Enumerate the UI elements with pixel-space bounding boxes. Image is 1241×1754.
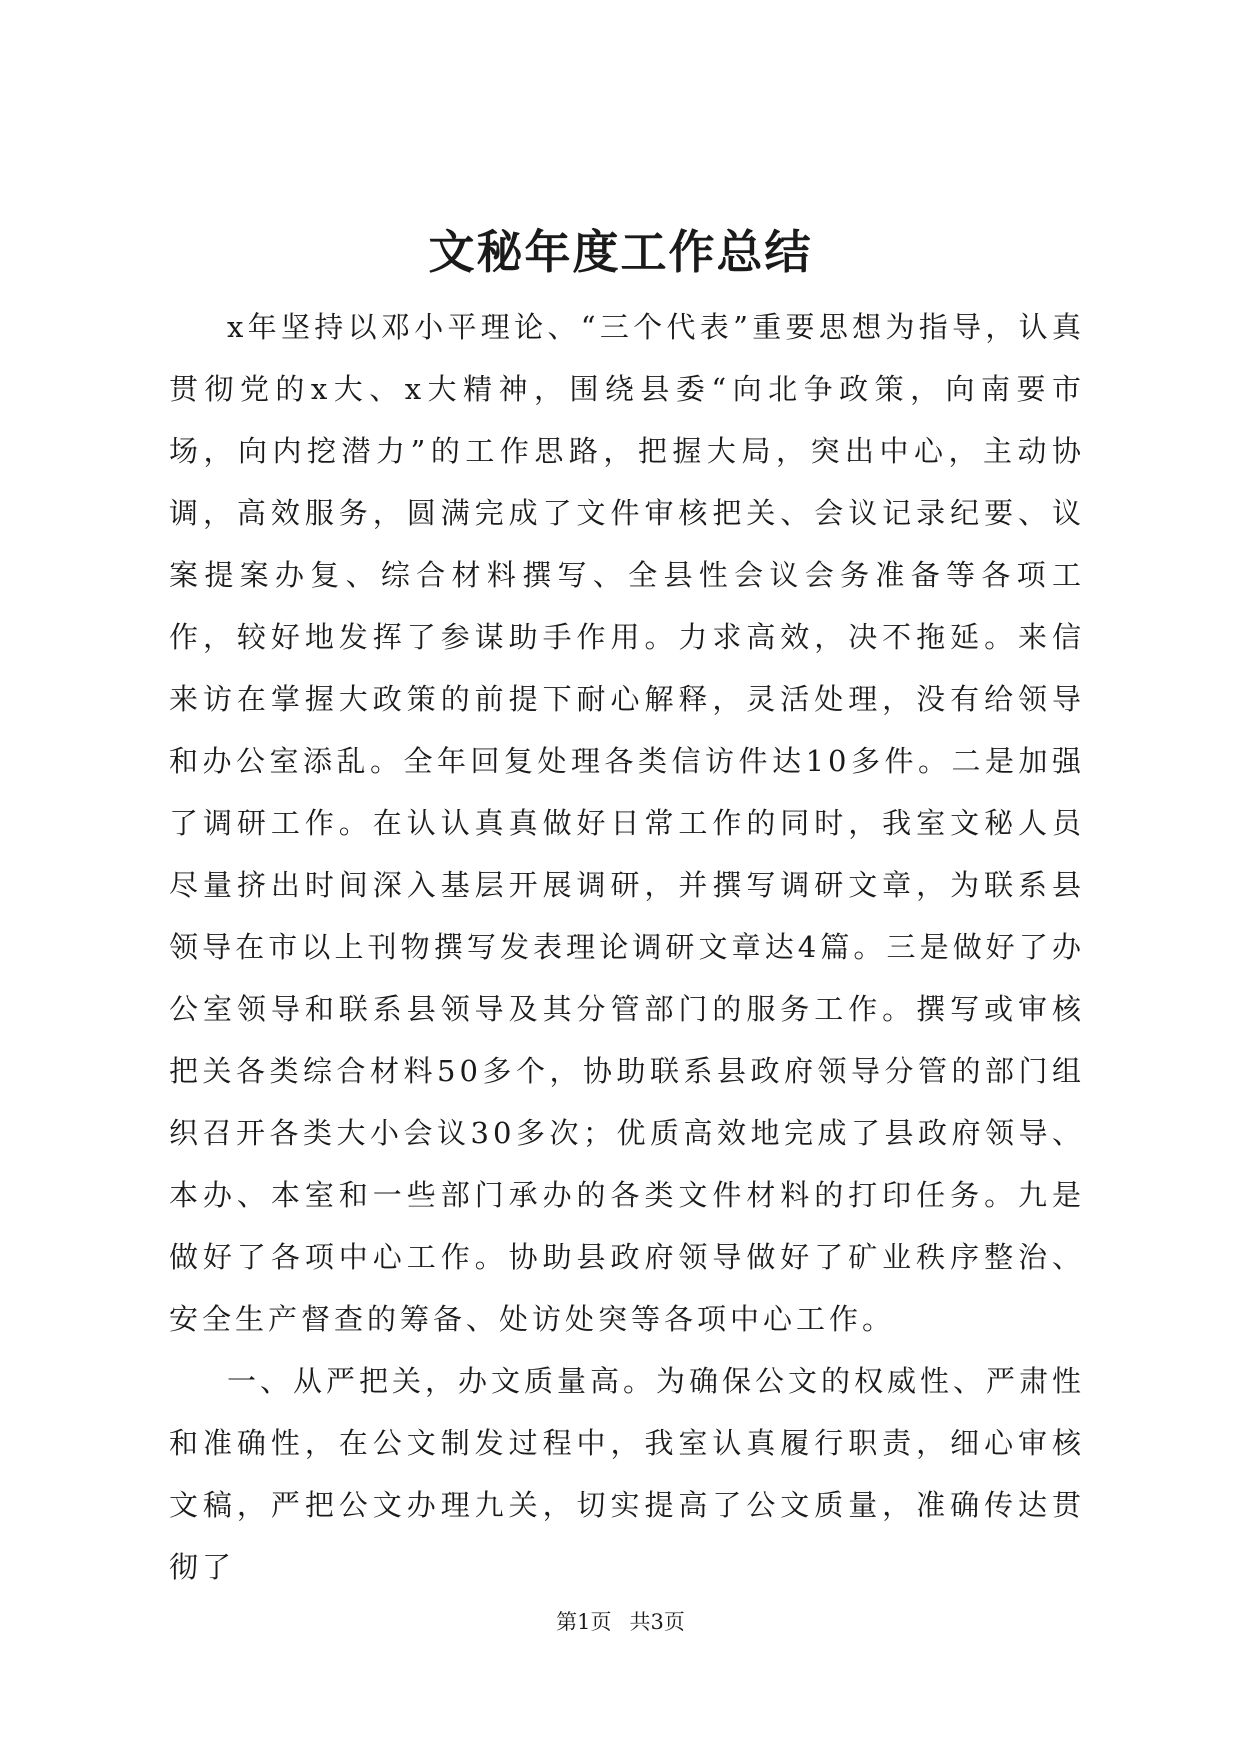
document-title: 文秘年度工作总结 [428,225,813,279]
page-total: 共3页 [629,1610,685,1634]
document-body [169,296,1085,1598]
page-footer [0,1607,1241,1637]
paragraph: 一、从严把关，办文质量高。为确保公文的权威性、严肃性和准确性，在公文制发过程中，我室认真履行职责，细心审核文稿，严把公文办理九关，切实提高了公文质量，准确传达贯彻了 [169,1364,1086,1584]
paragraph: x年坚持以邓小平理论、“三个代表”重要思想为指导，认真贯彻党的x大、x大精神，围绕县委“向北争政策，向南要市场，向内挖潜力”的工作思路，把握大局，突出中心，主动协调，高效服务，圆满完成了文件审核把关、会议记录纪要、议案提案办复、综合材料撰写、全县性会议会务准备等各项工作，较好地发挥了参谋助手作用。力求高效，决不拖延。来信来访在掌握大政策的前提下耐心解释，灵活处理，没有给领导和办公室添乱。全年回复处理各类信访件达10多件。二是加强了调研工作。在认认真真做好日常工作的同时，我室文秘人员尽量挤出时间深入基层开展调研，并撰写调研文章，为联系县领导在市以上刊物撰写发表理论调研文章达4篇。三是做好了办公室领导和联系县领导及其分管部门的服务工作。撰写或审核把关各类综合材料50多个，协助联系县政府领导分管的部门组织召开各类大小会议30多次；优质高效地完成了县政府领导、本办、本室和一些部门承办的各类文件材料的打印任务。九是做好了各项中心工作。协助县政府领导做好了矿业秩序整治、安全生产督查的筹备、处访处突等各项中心工作。 [169,310,1085,1336]
page-number: 第1页 [556,1610,612,1634]
